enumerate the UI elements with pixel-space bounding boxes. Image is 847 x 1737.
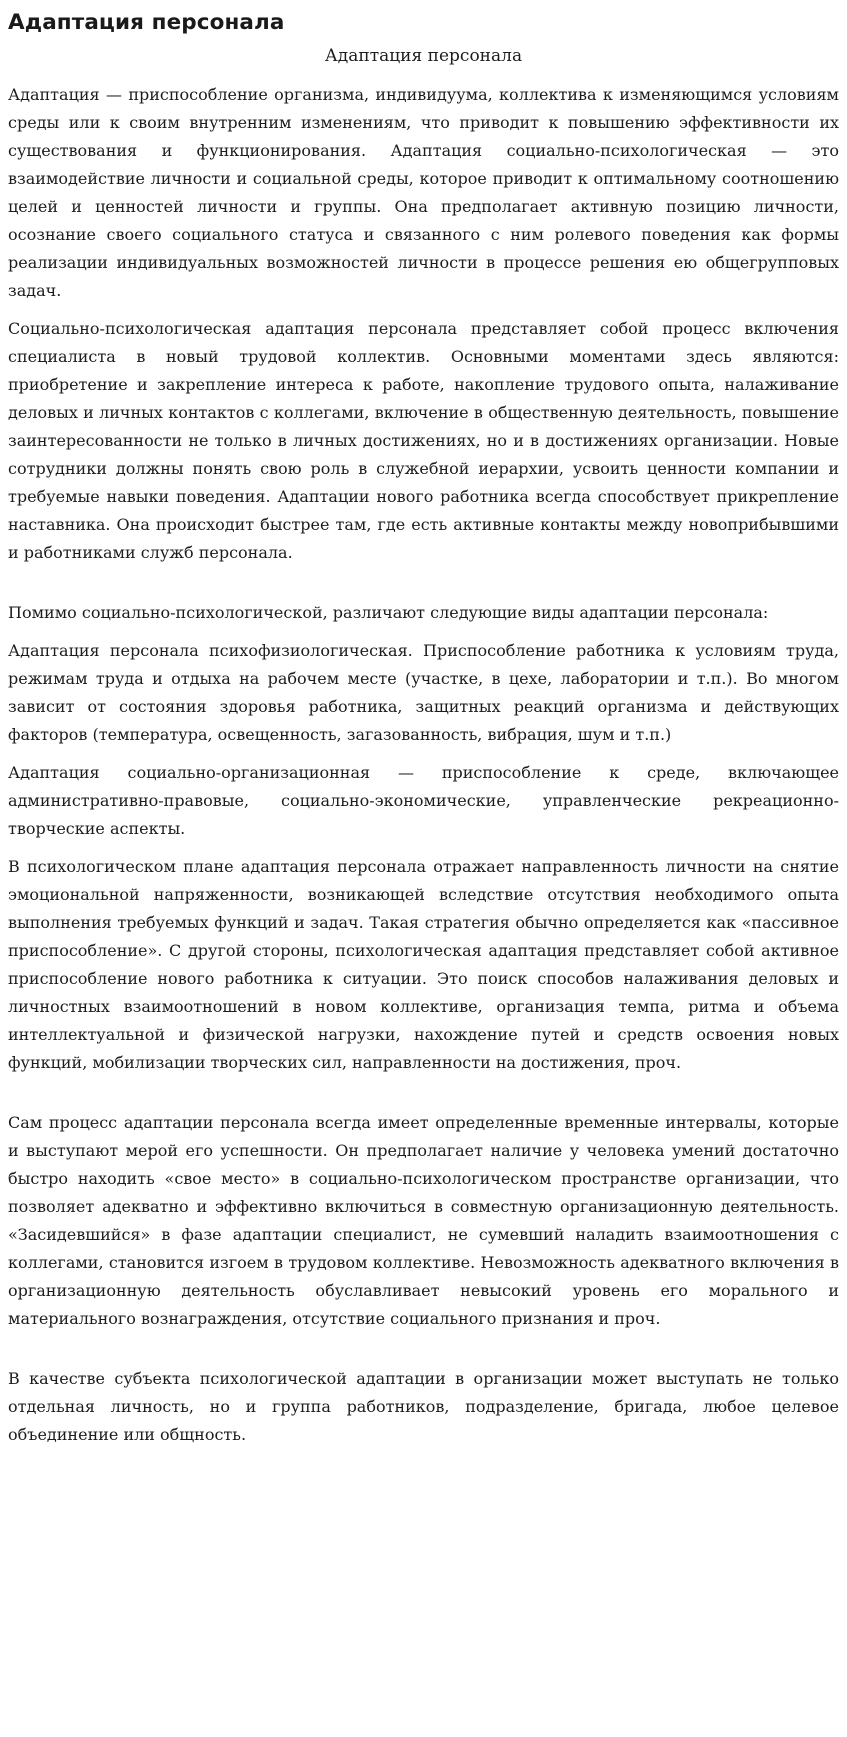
paragraph-spacer — [8, 1343, 839, 1365]
paragraph-psychophysiological: Адаптация персонала психофизиологическая. Приспособление работника к условиям труда, режимам труда и отдыха на рабочем месте (участке, в цехе, лаборатории и т.п.). Во многом зависит от состояния здоровья работника, защитных реакций организма и действующих факторов (температура, освещенность, загазованность, вибрация, шум и т.п.) — [8, 641, 839, 744]
paragraph-adaptation-definition: Адаптация — приспособление организма, индивидуума, коллектива к изменяющимся условиям среды или к своим внутренним изменениям, что приводит к повышению эффективности их существования и функционирования. Адаптация социально-психологическая — это взаимодействие личности и социальной среды, которое приводит к оптимальному соотношению целей и ценностей личности и группы. Она предполагает активную позицию личности, осознание своего социального статуса и связанного с ним ролевого поведения как формы реализации индивидуальных возможностей личности в процессе решения ею общегрупповых задач. — [8, 85, 839, 300]
page-title: Адаптация персонала — [8, 10, 285, 35]
paragraph-spacer — [8, 1087, 839, 1109]
paragraph-social-organizational: Адаптация социально-организационная — приспособление к среде, включающее административно-правовые, социально-экономические, управленческие рекреационно-творческие аспекты. — [8, 763, 839, 838]
paragraph-adaptation-subject: В качестве субъекта психологической адаптации в организации может выступать не только отдельная личность, но и группа работников, подразделение, бригада, любое целевое объединение или общность. — [8, 1369, 839, 1444]
paragraph-adaptation-types-intro: Помимо социально-психологической, различают следующие виды адаптации персонала: — [8, 603, 769, 622]
paragraph-spacer — [8, 577, 839, 599]
paragraph-adaptation-process: Сам процесс адаптации персонала всегда имеет определенные временные интервалы, которые и выступают мерой его успешности. Он предполагает наличие у человека умений достаточно быстро находить «свое место» в социально-психологическом пространстве организации, что позволяет адекватно и эффективно включиться в совместную организационную деятельность. «Засидевшийся» в фазе адаптации специалист, не сумевший наладить взаимоотношения с коллегами, становится изгоем в трудовом коллективе. Невозможность адекватного включения в организационную деятельность обуславливает невысокий уровень его морального и материального вознаграждения, отсутствие социального признания и проч. — [8, 1113, 839, 1328]
article-subtitle: Адаптация персонала — [324, 46, 523, 66]
paragraph-psychological-plan: В психологическом плане адаптация персонала отражает направленность личности на снятие эмоциональной напряженности, возникающей вследствие отсутствия необходимого опыта выполнения требуемых функций и задач. Такая стратегия обычно определяется как «пассивное приспособление». С другой стороны, психологическая адаптация представляет собой активное приспособление нового работника к ситуации. Это поиск способов налаживания деловых и личностных взаимоотношений в новом коллективе, организация темпа, ритма и объема интеллектуальной и физической нагрузки, нахождение путей и средств освоения новых функций, мобилизации творческих сил, направленности на достижения, проч. — [8, 857, 839, 1072]
paragraph-social-psychological: Социально-психологическая адаптация персонала представляет собой процесс включения специалиста в новый трудовой коллектив. Основными моментами здесь являются: приобретение и закрепление интереса к работе, накопление трудового опыта, налаживание деловых и личных контактов с коллегами, включение в общественную деятельность, повышение заинтересованности не только в личных достижениях, но и в достижениях организации. Новые сотрудники должны понять свою роль в служебной иерархии, усвоить ценности компании и требуемые навыки поведения. Адаптации нового работника всегда способствует прикрепление наставника. Она происходит быстрее там, где есть активные контакты между новоприбывшими и работниками служб персонала. — [8, 319, 839, 562]
